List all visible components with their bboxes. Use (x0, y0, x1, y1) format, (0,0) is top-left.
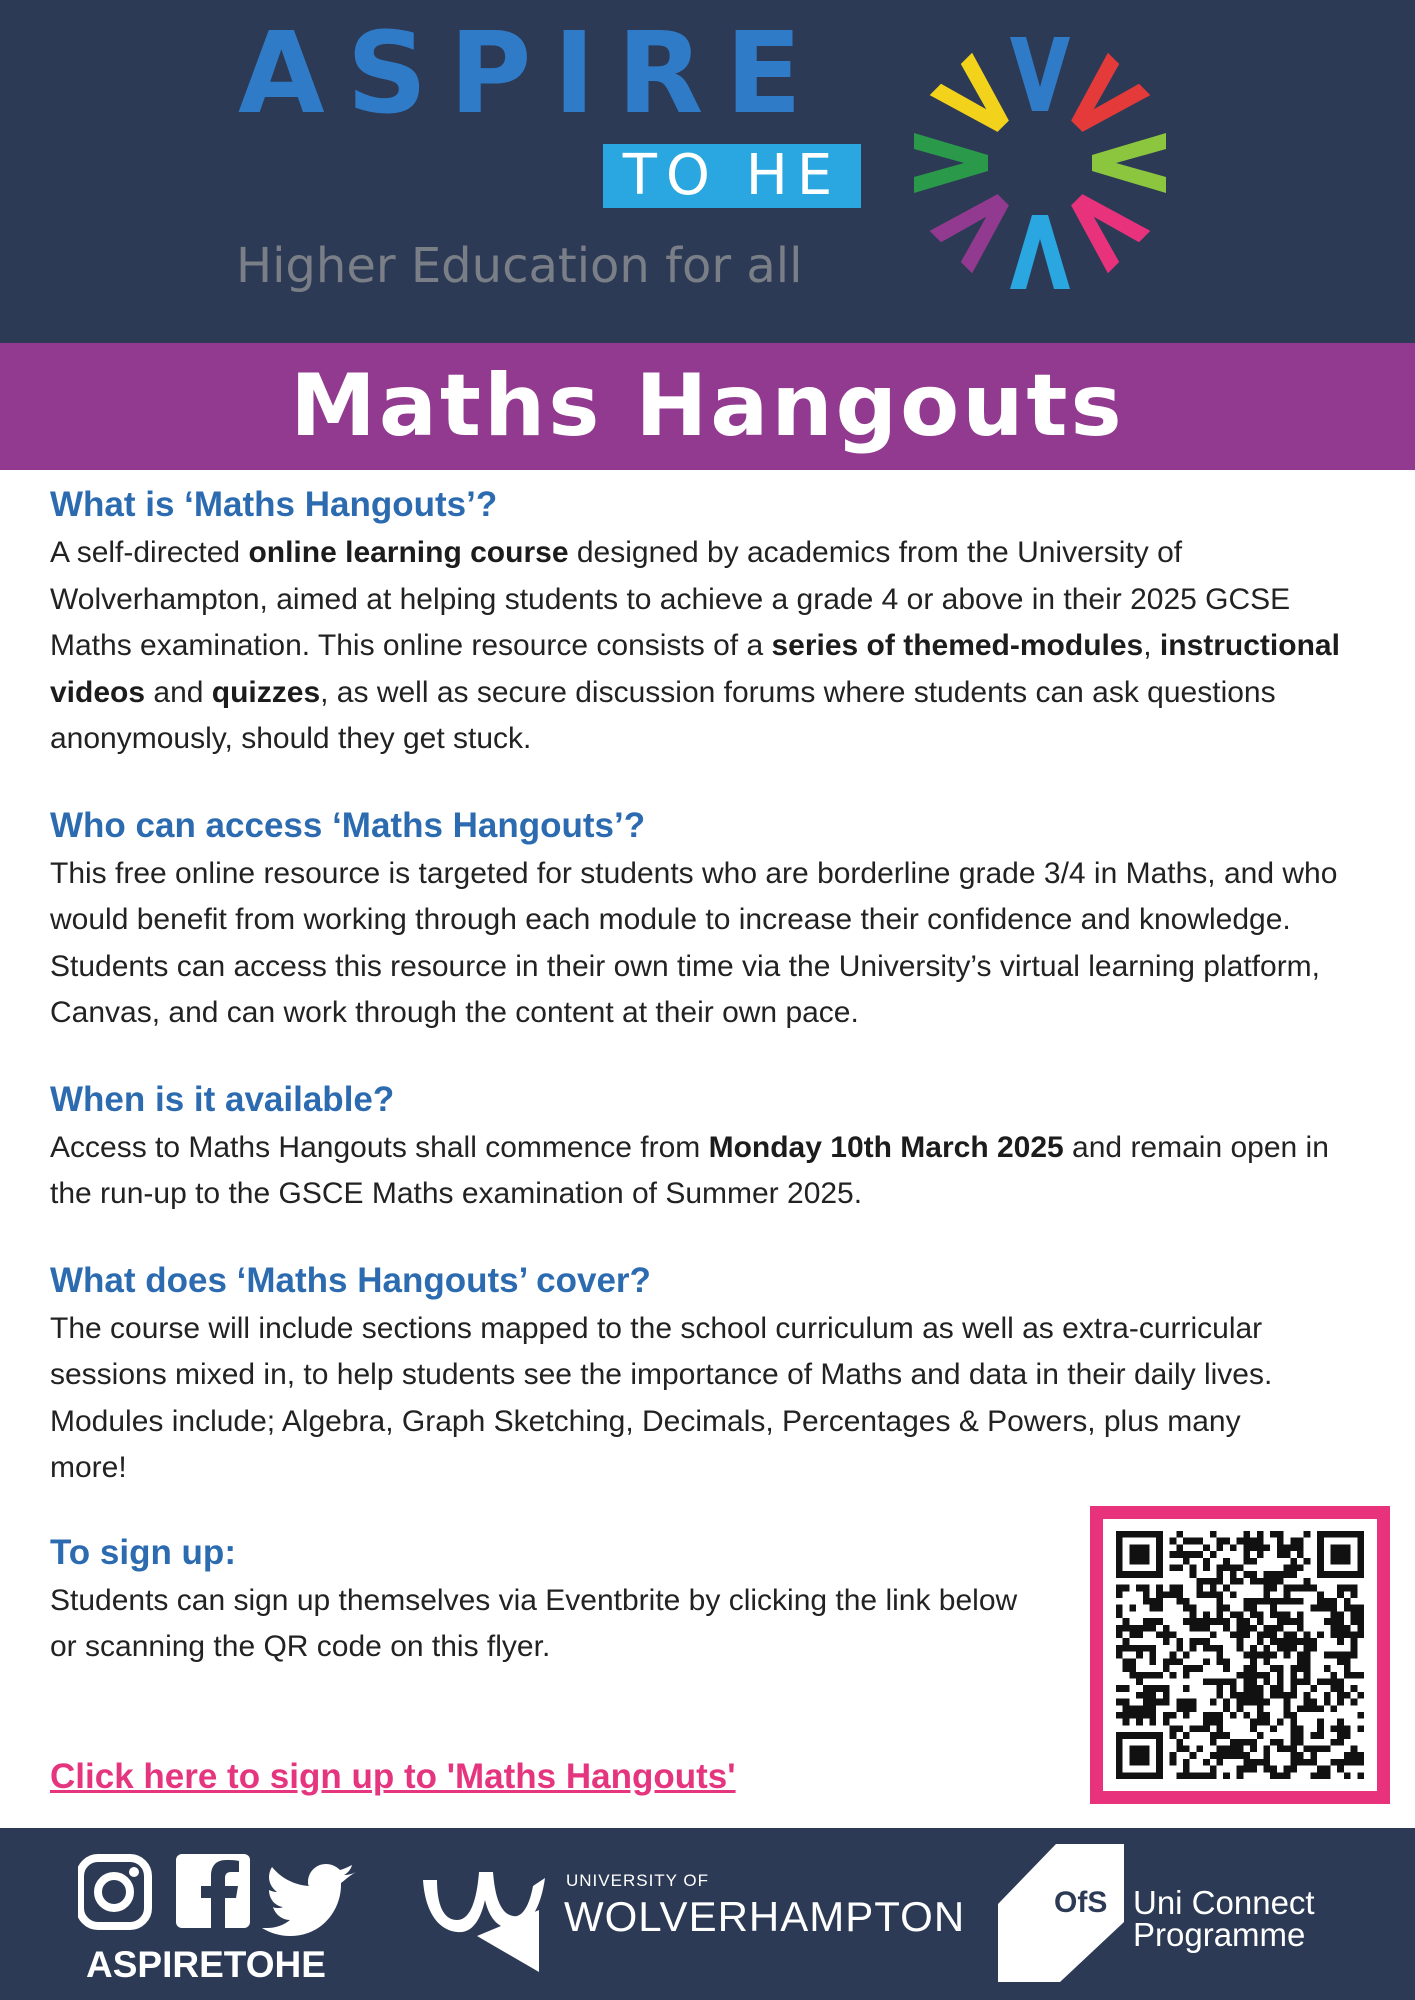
brand-name: ASPIRE (238, 9, 824, 139)
section-heading: When is it available? (50, 1079, 395, 1119)
aspire-burst-logo-icon (905, 28, 1175, 298)
burst-arm (1010, 37, 1070, 111)
footer (0, 1828, 1415, 2000)
burst-arm (914, 133, 988, 193)
start-date: Monday 10th March 2025 (708, 1130, 1064, 1164)
section-body (50, 1125, 1350, 1218)
brand-tagline: Higher Education for all (236, 238, 803, 294)
twitter-icon[interactable] (262, 1864, 356, 1936)
section-what-covers (50, 1256, 1350, 1492)
body-emphasis: instructional videos (50, 629, 1340, 709)
body-text: and remain open in the run-up to the GSCE Maths examination of Summer 2025. (50, 1130, 1329, 1210)
section-heading: What is ‘Maths Hangouts’? (50, 485, 498, 524)
section-who-can-access (50, 801, 1350, 1037)
section-body: Students can sign up themselves via Eventbrite by clicking the link below or scanning the QR code on this flyer. (50, 1583, 1018, 1663)
body-emphasis: online learning course (248, 536, 569, 569)
university-name: WOLVERHAMPTON (564, 1893, 966, 1940)
burst-arm (930, 179, 1025, 274)
burst-arm (930, 53, 1025, 148)
body-text: , as well as secure discussion forums where students can ask questions anonymously, should they get stuck. (50, 675, 1276, 755)
body-emphasis: quizzes (211, 675, 321, 709)
body-text: , (1143, 629, 1160, 662)
burst-arm (1092, 133, 1166, 193)
section-body: This free online resource is targeted for students who are borderline grade 3/4 in Maths, and who would benefit from working through each module to increase their confidence and knowledge. Students can access this resource in their own time via the University’s virtual learning platform, Canvas, and can work through the content at their own pace. (50, 856, 1338, 1029)
programme-label: Programme (1133, 1916, 1306, 1953)
facebook-icon[interactable] (176, 1854, 250, 1928)
page-title: Maths Hangouts (290, 356, 1125, 456)
burst-arm (1056, 53, 1151, 148)
section-heading: Who can access ‘Maths Hangouts’? (50, 805, 646, 845)
body-text: and (145, 675, 212, 709)
header (0, 0, 1415, 343)
signup-link[interactable]: Click here to sign up to 'Maths Hangouts' (50, 1757, 736, 1796)
qr-code[interactable] (1090, 1506, 1390, 1804)
burst-arm (1010, 215, 1070, 289)
instagram-icon[interactable] (80, 1858, 148, 1926)
body-text: Access to Maths Hangouts shall commence from (50, 1130, 709, 1164)
burst-arm (1056, 179, 1151, 274)
title-banner (0, 343, 1415, 470)
section-body (50, 530, 1350, 763)
social-icons (78, 1846, 358, 1936)
ofs-label: OfS (1054, 1886, 1108, 1919)
body-text: designed by academics from the University of Wolverhampton, aimed at helping students to achieve a grade 4 or above in their 2025 GCSE Maths examination. This online resource consists of a (50, 536, 1291, 662)
section-body: The course will include sections mapped to the school curriculum as well as extra-curricular sessions mixed in, to help students see the importance of Maths and data in their daily lives. Modules include; Algebra, Graph Sketching, Decimals, Percentages & Powers, plus many more! (50, 1311, 1273, 1484)
section-heading: To sign up: (50, 1532, 236, 1572)
social-handle: ASPIRETOHE (86, 1944, 326, 1985)
brand-subtitle: TO HE (603, 144, 861, 208)
section-what-is (50, 480, 1350, 763)
university-label-small: UNIVERSITY OF (566, 1871, 710, 1890)
body-emphasis: series of themed-modules (771, 629, 1144, 662)
section-heading: What does ‘Maths Hangouts’ cover? (50, 1260, 651, 1300)
section-when-available (50, 1075, 1350, 1218)
uni-connect-label: Uni Connect (1133, 1884, 1315, 1921)
body-text: A self-directed (50, 536, 249, 569)
qr-code-icon (1115, 1531, 1365, 1779)
university-logo-icon (415, 1850, 555, 1975)
